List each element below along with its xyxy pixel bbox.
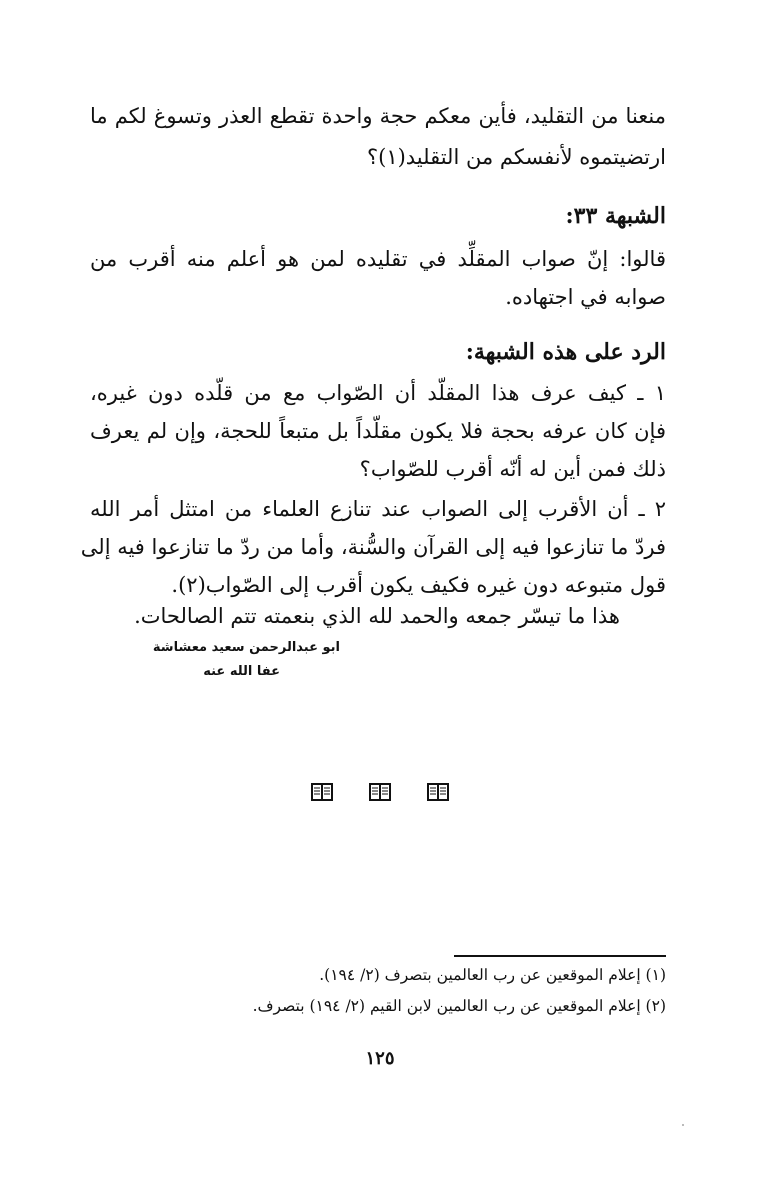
footnote-2: (٢) إعلام الموقعين عن رب العالمين لابن القيم (٢/ ١٩٤) بتصرف. (252, 997, 666, 1015)
paragraph-1-line-1: منعنا من التقليد، فأين معكم حجة واحدة تقطع العذر وتسوغ لكم ما (90, 104, 666, 128)
book-icon (310, 782, 334, 802)
paragraph-2-line-1: قالوا: إنّ صواب المقلِّد في تقليده لمن هو أعلم منه أقرب من (90, 247, 666, 271)
heading-shubha-33: الشبهة ٣٣: (565, 203, 666, 229)
paragraph-4-line-3: قول متبوعه دون غيره فكيف يكون أقرب إلى الصّواب(٢). (171, 573, 666, 597)
paragraph-4-line-1: ٢ ـ أن الأقرب إلى الصواب عند تنازع العلماء من امتثل أمر الله (90, 497, 666, 521)
paragraph-2-line-2: صوابه في اجتهاده. (505, 285, 666, 309)
closing-line: هذا ما تيسّر جمعه والحمد لله الذي بنعمته تتم الصالحات. (134, 604, 620, 628)
signature-prayer: عفا الله عنه (203, 664, 280, 679)
book-icon (368, 782, 392, 802)
page-number: ١٢٥ (365, 1048, 395, 1069)
footnote-separator (454, 955, 666, 957)
paragraph-1-line-2: ارتضيتموه لأنفسكم من التقليد(١)؟ (366, 145, 666, 169)
paragraph-3-line-2: فإن كان عرفه بحجة فلا يكون مقلّداً بل متبعاً للحجة، وإن لم يعرف (90, 419, 666, 443)
signature-name: ابو عبدالرحمن سعيد معشاشة (152, 640, 340, 655)
scan-speck (682, 1124, 684, 1126)
heading-radd: الرد على هذه الشبهة: (465, 339, 666, 365)
book-icon (426, 782, 450, 802)
paragraph-4-line-2: فردّ ما تنازعوا فيه إلى القرآن والسُّنة، وأما من ردّ ما تنازعوا فيه إلى (80, 535, 666, 559)
paragraph-3-line-3: ذلك فمن أين له أنّه أقرب للصّواب؟ (359, 457, 666, 481)
footnote-1: (١) إعلام الموقعين عن رب العالمين بتصرف (٢/ ١٩٤). (319, 966, 666, 984)
paragraph-3-line-1: ١ ـ كيف عرف هذا المقلّد أن الصّواب مع من قلّده دون غيره، (90, 381, 666, 405)
section-end-ornaments (0, 782, 760, 802)
